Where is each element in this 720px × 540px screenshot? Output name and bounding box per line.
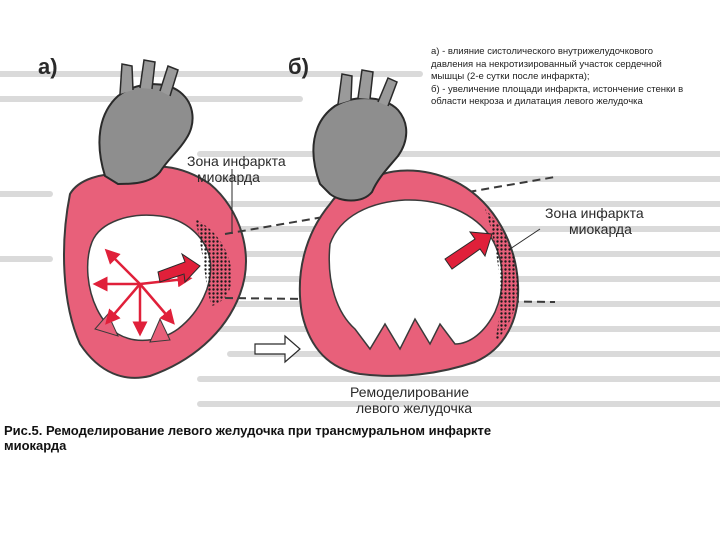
infarct-zone-label-b-line2: миокарда [569, 221, 632, 237]
caption-line2: миокарда [4, 438, 67, 453]
caption-line1: Рис.5. Ремоделирование левого желудочка при трансмуральном инфаркте [4, 423, 492, 438]
remodeling-label [350, 384, 472, 416]
figure-legend [431, 46, 693, 109]
heart-b [300, 70, 518, 376]
infarct-zone-label-b-line1: Зона инфаркта [545, 205, 644, 221]
remodeling-label-line1: Ремоделирование [350, 384, 470, 400]
infarct-zone-label-a [187, 153, 286, 185]
heart-a [64, 60, 246, 378]
panel-a-label: а) [38, 54, 58, 79]
panel-b-label: б) [288, 54, 309, 79]
legend-item-a: а) - влияние систолического внутрижелудочкового давления на некротизированный участок сердечной мышцы (2-е сутки после инфаркта); [431, 46, 662, 82]
infarct-zone-label-a-line1: Зона инфаркта [187, 153, 286, 169]
legend-item-b: б) - увеличение площади инфаркта, истончение стенки в области некроза и дилатация левого желудочка [431, 83, 684, 107]
remodeling-label-line2: левого желудочка [356, 400, 473, 416]
infarct-zone-label-b [545, 205, 644, 237]
infarct-zone-label-a-line2: миокарда [197, 169, 260, 185]
figure-caption [4, 423, 564, 453]
transition-arrow-icon [255, 336, 300, 362]
